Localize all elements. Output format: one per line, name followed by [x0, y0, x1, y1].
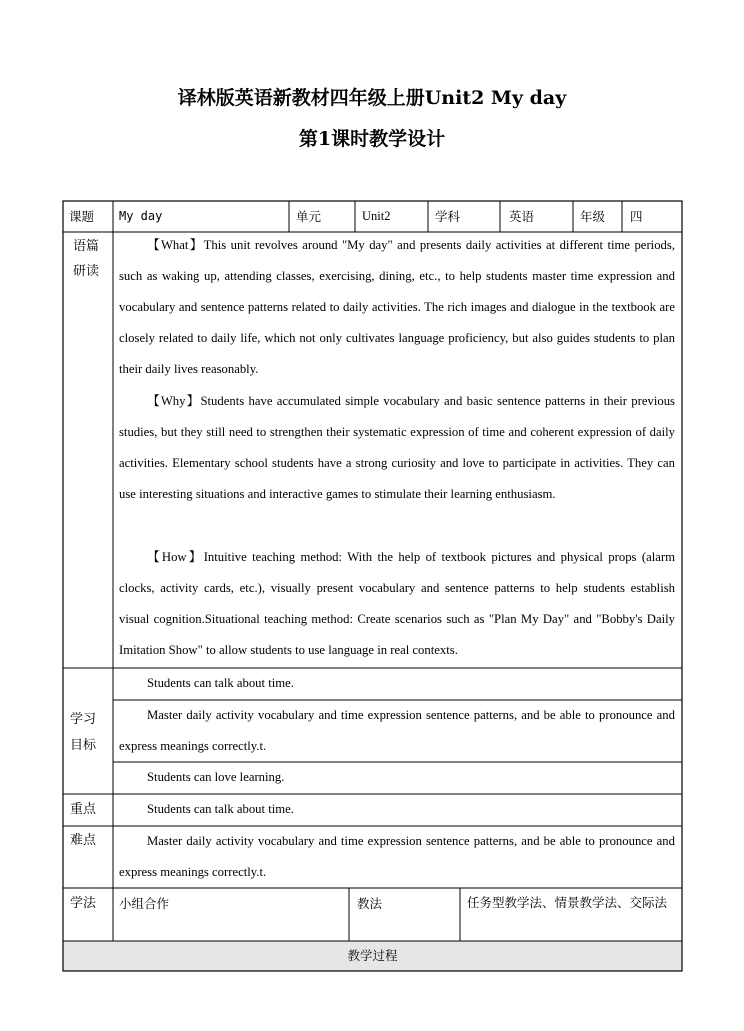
- objectives-label-line1: 学习: [69, 712, 96, 727]
- reading-what: 【What】This unit revolves around "My day" and presents daily activities at different time periods, such as waking up, attending classes, exercising, dining, etc., to help students master time expression and vocabulary and sentence patterns related to daily activities. The rich images and dialogue in the textbook are closely related to daily life, which not only cultivates language proficiency, but also guides students to plan their daily lives reasonably.: [119, 238, 675, 376]
- document-title: 译林版英语新教材四年级上册Unit2 My day: [177, 87, 567, 109]
- reading-how: 【How】Intuitive teaching method: With the help of textbook pictures and physical props (alarm clocks, activity cards, etc.), visually present vocabulary and sentence patterns to help students establish visual cognition.Situational teaching method: Create scenarios such as "Plan My Day" and "Bobby's Daily Imitation Show" to allow students to use language in real contexts.: [119, 550, 675, 657]
- grade-label: 年级: [580, 209, 606, 224]
- objective-item-1: Students can talk about time.: [147, 676, 294, 690]
- reading-label-line2: 研读: [72, 264, 99, 279]
- teaching-method-label: 教法: [357, 896, 383, 911]
- subject-label: 学科: [435, 209, 461, 224]
- unit-label: 单元: [296, 209, 322, 224]
- process-heading: 教学过程: [347, 948, 398, 963]
- subject-value: 英语: [509, 209, 535, 224]
- key-points-label: 重点: [69, 802, 96, 817]
- objective-item-2: Master daily activity vocabulary and time expression sentence patterns, and be able to pronounce and express meanings correctly.t.: [119, 708, 675, 753]
- study-method-value: 小组合作: [119, 896, 170, 911]
- topic-label: 课题: [69, 209, 95, 224]
- difficulties-label: 难点: [69, 833, 96, 848]
- teaching-method-value: 任务型教学法、情景教学法、交际法: [467, 895, 668, 910]
- reading-why: 【Why】Students have accumulated simple vocabulary and basic sentence patterns in their previous studies, but they still need to strengthen their systematic expression of time and coherent expression of daily activities. Elementary school students have a strong curiosity and love to participate in activities. They can use interesting situations and interactive games to stimulate their learning enthusiasm.: [119, 394, 675, 501]
- grade-value: 四: [630, 209, 643, 224]
- study-method-label: 学法: [69, 896, 96, 911]
- reading-label-line1: 语篇: [72, 239, 99, 254]
- objective-item-3: Students can love learning.: [147, 770, 285, 784]
- key-points-text: Students can talk about time.: [147, 802, 294, 816]
- document-subtitle: 第1课时教学设计: [298, 128, 446, 150]
- topic-value: My day: [119, 209, 163, 223]
- difficulties-text: Master daily activity vocabulary and time expression sentence patterns, and be able to pronounce and express meanings correctly.t.: [119, 834, 675, 879]
- unit-value: Unit2: [362, 209, 391, 223]
- objectives-label-line2: 目标: [69, 738, 96, 753]
